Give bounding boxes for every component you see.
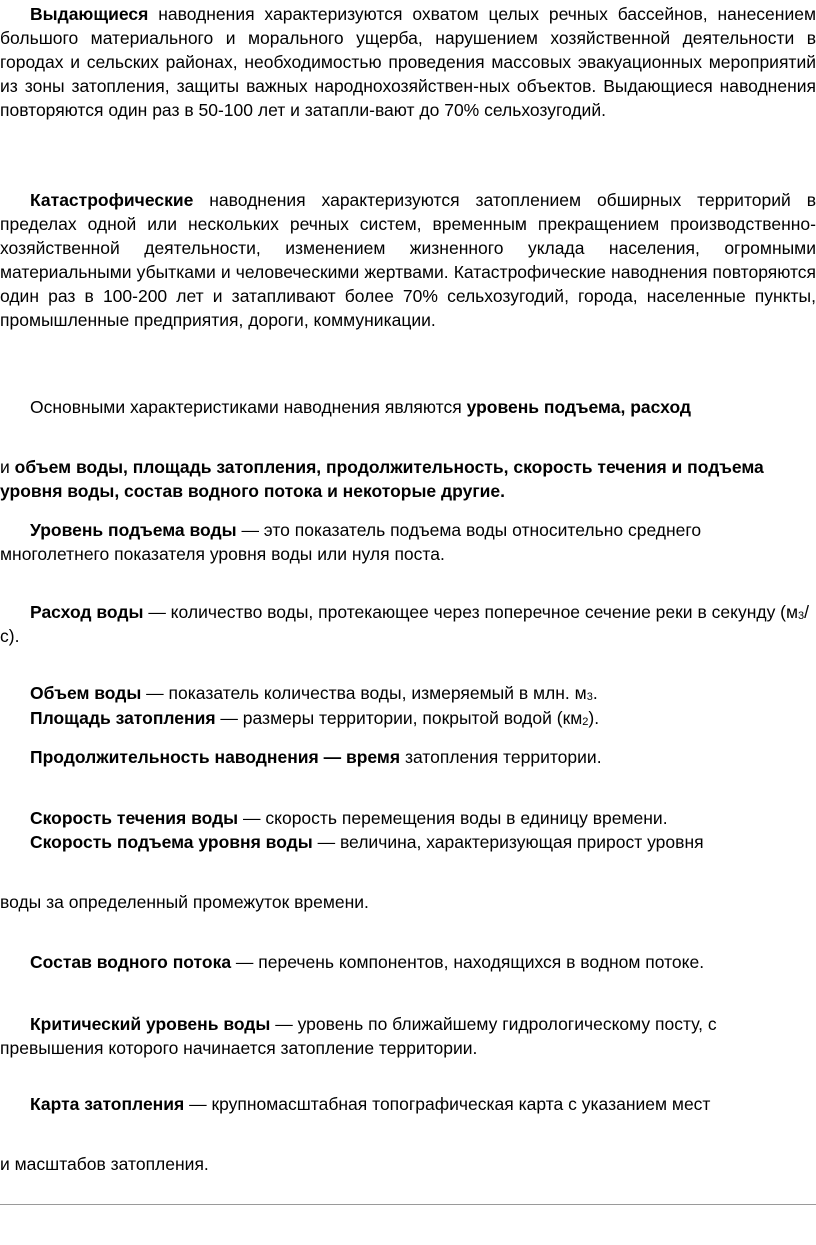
text-flow-composition: — перечень компонентов, находящихся в водном потоке. xyxy=(231,952,705,972)
characteristics-prefix: и xyxy=(0,457,15,477)
definition-water-volume xyxy=(0,681,816,705)
discharge-unit-exponent: 3 xyxy=(798,610,805,622)
text-flood-area: — размеры территории, покрытой водой (км xyxy=(215,708,583,728)
term-flood-duration: Продолжительность наводнения — время xyxy=(30,747,401,767)
area-unit-exponent: 2 xyxy=(582,716,589,728)
discharge-unit-tail: /с). xyxy=(0,602,810,646)
page-divider xyxy=(0,1204,816,1205)
paragraph-characteristics-line1 xyxy=(0,395,816,419)
text-water-discharge: — количество воды, протекающее через поперечное сечение реки в секунду (м xyxy=(143,602,799,622)
text-water-level: — это показатель подъема воды относительно среднего многолетнего показателя уровня воды или нуля поста. xyxy=(0,520,702,564)
term-catastrophic: Катастрофические xyxy=(30,190,194,210)
characteristics-bold-1: уровень подъема, расход xyxy=(466,397,692,417)
area-unit-tail: ). xyxy=(588,708,600,728)
text-flood-map: — крупномасштабная топографическая карта с указанием мест xyxy=(184,1094,711,1114)
text-critical-level: — уровень по ближайшему гидрологическому посту, с превышения которого начинается затопление территории. xyxy=(0,1014,717,1058)
term-water-level: Уровень подъема воды xyxy=(30,520,237,540)
volume-unit-tail: . xyxy=(592,683,598,703)
characteristics-intro: Основными характеристиками наводнения являются xyxy=(30,397,467,417)
text-rise-speed-cont: воды за определенный промежуток времени. xyxy=(0,892,369,912)
volume-unit-exponent: 3 xyxy=(586,691,593,703)
definition-water-level xyxy=(0,518,745,566)
term-flow-composition: Состав водного потока xyxy=(30,952,232,972)
definition-critical-level xyxy=(0,1012,816,1060)
term-water-discharge: Расход воды xyxy=(30,602,144,622)
text-catastrophic: наводнения характеризуются затоплением обширных территорий в пределах одной или нескольких речных систем, временным прекращением производственно-хозяйственной деятельности, изменением жизненного уклада населения, огромными материальными убытками и человеческими жертвами. Катастрофические наводнения повторяются один раз в 100-200 лет и затапливают более 70% сельхозугодий, города, населенные пункты, промышленные предприятия, дороги, коммуникации. xyxy=(0,190,816,330)
term-critical-level: Критический уровень воды xyxy=(30,1014,271,1034)
paragraph-outstanding-floods xyxy=(0,2,816,122)
definition-flood-duration xyxy=(0,745,816,769)
text-flow-speed: — скорость перемещения воды в единицу времени. xyxy=(238,808,668,828)
text-outstanding: наводнения характеризуются охватом целых речных бассейнов, нанесением большого материального и морального ущерба, нарушением хозяйственной деятельности в городах и сельских районах, необходимостью проведения массовых эвакуационных мероприятий из зоны затопления, защиты важных народнохозяйствен-ных объектов. Выдающиеся наводнения повторяются один раз в 50-100 лет и затапли-вают до 70% сельхозугодий. xyxy=(0,4,816,120)
definition-flood-area xyxy=(0,706,816,730)
paragraph-catastrophic-floods xyxy=(0,188,816,332)
text-water-volume: — показатель количества воды, измеряемый в млн. м xyxy=(141,683,587,703)
definition-flood-map-continued xyxy=(0,1152,816,1176)
term-rise-speed: Скорость подъема уровня воды xyxy=(30,832,313,852)
paragraph-characteristics-line2 xyxy=(0,455,816,503)
term-water-volume: Объем воды xyxy=(30,683,142,703)
definition-water-discharge xyxy=(0,600,816,648)
definition-flow-composition xyxy=(0,950,816,974)
definition-flow-speed xyxy=(0,806,816,830)
term-outstanding: Выдающиеся xyxy=(30,4,149,24)
text-flood-duration: затопления территории. xyxy=(400,747,602,767)
definition-flood-map xyxy=(0,1092,816,1116)
term-flow-speed: Скорость течения воды xyxy=(30,808,239,828)
text-flood-map-cont: и масштабов затопления. xyxy=(0,1154,209,1174)
text-rise-speed: — величина, характеризующая прирост уровня xyxy=(312,832,704,852)
definition-rise-speed-continued xyxy=(0,890,816,914)
characteristics-bold-2: объем воды, площадь затопления, продолжительность, скорость течения и подъема уровня воды, состав водного потока и некоторые другие. xyxy=(0,457,764,501)
definition-rise-speed xyxy=(0,830,816,854)
term-flood-area: Площадь затопления xyxy=(30,708,216,728)
term-flood-map: Карта затопления xyxy=(30,1094,185,1114)
